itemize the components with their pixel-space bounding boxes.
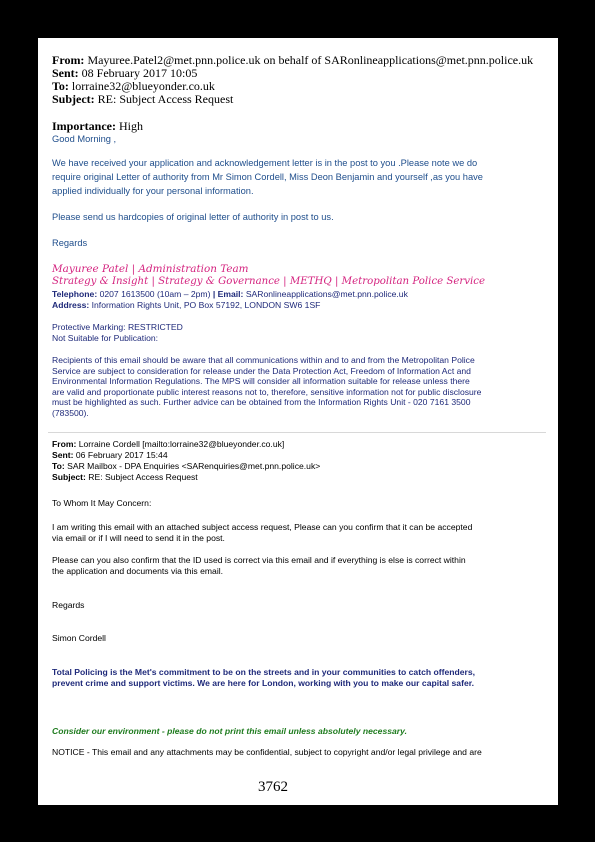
protective-marking: Protective Marking: RESTRICTED <box>52 322 183 332</box>
email1-from-label: From: <box>52 53 85 67</box>
email1-para1-line2: require original Letter of authority from Mr Simon Cordell, Miss Deon Benjamin and yourself ,as you have <box>52 172 483 182</box>
signature-email-link[interactable]: SARonlineapplications@met.pnn.police.uk <box>245 289 408 299</box>
email2-sent-row <box>52 450 168 460</box>
email2-to-value: SAR Mailbox - DPA Enquiries <SARenquiries@met.pnn.police.uk> <box>67 461 321 471</box>
email1-greeting: Good Morning , <box>52 134 117 144</box>
email-separator <box>48 432 546 433</box>
email1-regards: Regards <box>52 238 88 248</box>
signature-address-row <box>52 300 320 310</box>
email2-sent-value: 06 February 2017 15:44 <box>75 450 168 460</box>
policing-statement-line1: Total Policing is the Met's commitment to be on the streets and in your communities to catch offenders, <box>52 667 476 677</box>
email2-para2-line1: Please can you also confirm that the ID used is correct via this email and if everything is else is correct within <box>52 555 466 565</box>
email1-para1-line3: applied individually for your personal information. <box>52 186 254 196</box>
environment-notice: Consider our environment - please do not print this email unless absolutely necessary. <box>52 726 407 736</box>
address-value: Information Rights Unit, PO Box 57192, LONDON SW6 1SF <box>91 300 321 310</box>
email2-to-label: To: <box>52 461 65 471</box>
email1-from-value: Mayuree.Patel2@met.pnn.police.uk on behalf of SARonlineapplications@met.pnn.police.uk <box>87 53 534 67</box>
email2-to-row <box>52 461 320 471</box>
telephone-value: 0207 1613500 (10am – 2pm) <box>99 289 211 299</box>
disclaimer-line: Service are subject to consideration for release under the Data Protection Act, Freedom of Information Act and <box>52 365 471 376</box>
email2-subject-row <box>52 472 198 482</box>
email2-sent-label: Sent: <box>52 450 74 460</box>
email-label: | Email: <box>212 289 244 299</box>
email1-to-label: To: <box>52 79 69 93</box>
email2-subject-value: RE: Subject Access Request <box>88 472 198 482</box>
email2-salutation: To Whom It May Concern: <box>52 498 152 508</box>
email1-sent-value: 08 February 2017 10:05 <box>81 66 198 80</box>
email2-subject-label: Subject: <box>52 472 86 482</box>
email-printout-page <box>38 38 558 805</box>
email2-para1-line2: via email or if I will need to send it in the post. <box>52 533 225 543</box>
signature-department: Strategy & Insight | Strategy & Governance | METHQ | Metropolitan Police Service <box>52 276 486 287</box>
disclaimer-line: Environmental Information Regulations. The MPS will consider all information suitable for release unless there <box>52 376 470 386</box>
email1-subject-label: Subject: <box>52 92 95 106</box>
email1-from-row <box>52 54 533 66</box>
publication-note: Not Suitable for Publication: <box>52 333 159 343</box>
email1-sent-label: Sent: <box>52 66 79 80</box>
email2-para1-line1: I am writing this email with an attached subject access request, Please can you confirm that it can be accepted <box>52 522 473 532</box>
email1-sent-row <box>52 67 197 79</box>
signature-telephone-row <box>52 289 408 299</box>
email1-to-row <box>52 80 215 92</box>
email2-para2-line2: the application and documents via this email. <box>52 566 224 576</box>
signature-name-team: Mayuree Patel | Administration Team <box>52 263 249 275</box>
email2-from-value: Lorraine Cordell [mailto:lorraine32@blueyonder.co.uk] <box>78 439 285 449</box>
email2-signature-name: Simon Cordell <box>52 633 106 643</box>
email1-importance-label: Importance: <box>52 119 116 133</box>
email1-para1-line1: We have received your application and acknowledgement letter is in the post to you .Please note we do <box>52 158 478 168</box>
policing-statement-line2: prevent crime and support victims. We are here for London, working with you to make our capital safer. <box>52 678 474 688</box>
email2-from-row <box>52 439 284 449</box>
email1-to-value: lorraine32@blueyonder.co.uk <box>71 79 215 93</box>
email2-regards: Regards <box>52 600 85 610</box>
email1-importance-row <box>52 120 143 132</box>
disclaimer-line: Recipients of this email should be aware that all communications within and to and from the Metropolitan Police <box>52 355 475 365</box>
email1-importance-value: High <box>118 119 143 133</box>
disclaimer-line: must be highlighted as such. Further advice can be obtained from the Information Rights Unit - 020 7161 3500 <box>52 397 471 407</box>
address-label: Address: <box>52 300 90 310</box>
email2-from-label: From: <box>52 439 77 449</box>
email1-para2: Please send us hardcopies of original letter of authority in post to us. <box>52 212 334 222</box>
email1-subject-value: RE: Subject Access Request <box>97 92 234 106</box>
email1-subject-row <box>52 93 233 105</box>
disclaimer-line: are valid and proportionate public interest reasons not to, therefore, sensitive information not for public disclosure <box>52 386 482 397</box>
disclaimer-line: (783500). <box>52 407 89 418</box>
telephone-label: Telephone: <box>52 289 98 299</box>
page-number: 3762 <box>258 779 288 795</box>
legal-notice: NOTICE - This email and any attachments may be confidential, subject to copyright and/or legal privilege and are <box>52 747 482 757</box>
